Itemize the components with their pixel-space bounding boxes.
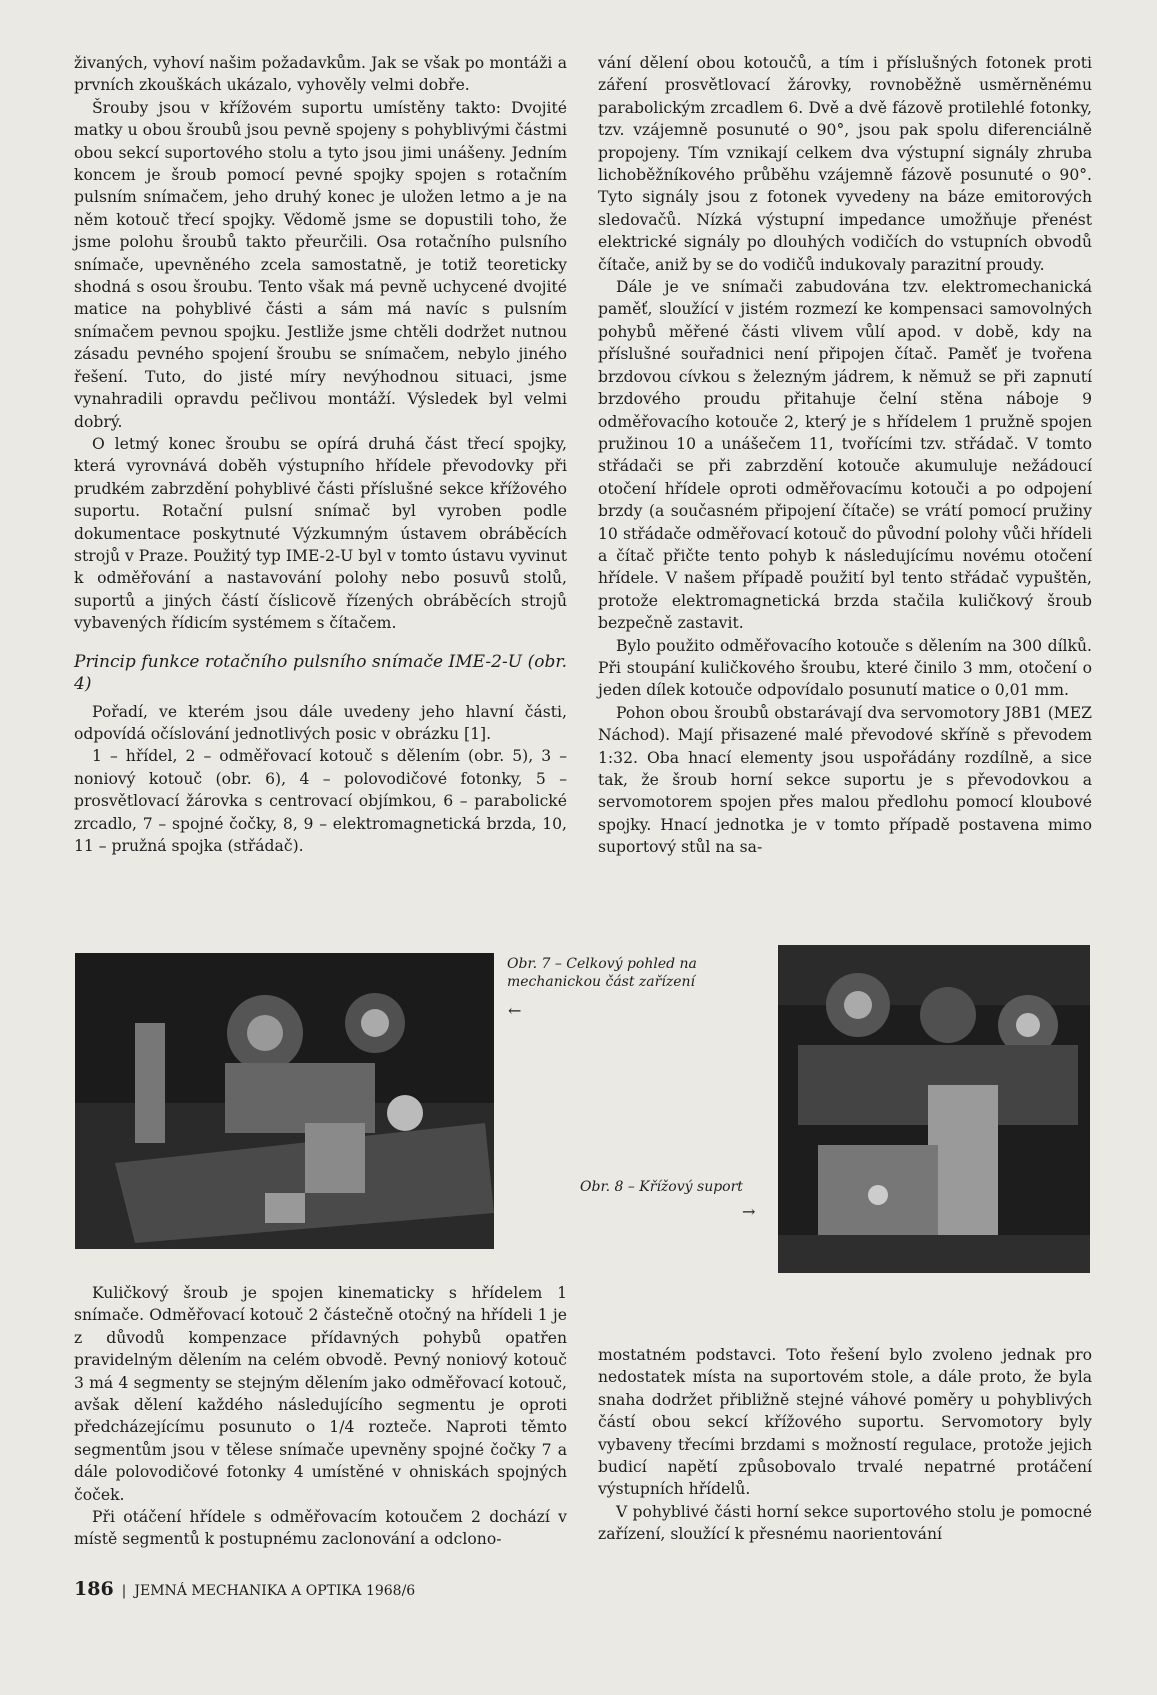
paragraph: Pohon obou šroubů obstarávají dva servomotory J8B1 (MEZ Náchod). Mají přisazené malé převodové skříně s převodem 1:32. Oba hnací elementy jsou uspořádány rozdílně, a sice tak, že šroub horní sekce suportu je s převodovkou a servomotorem spojen přes malou předlohu pomocí kloubové spojky. Hnací jednotka je v tomto případě postavena mimo suportový stůl na sa- bbox=[598, 703, 1092, 857]
paragraph: Šrouby jsou v křížovém suportu umístěny takto: Dvojité matky u obou šroubů jsou pevně spojeny s pohyblivými částmi obou sekcí suportového stolu a tyto jsou jimi unášeny. Jedním koncem je šroub pomocí pevné spojky spojen s rotačním pulsním snímačem, jeho druhý konec je uložen letmo a je na něm kotouč třecí spojky. Vědomě jsme se dopustili toho, že jsme polohu šroubů takto přeurčili. Osa rotačního pulsního snímače, upevněného zcela samostatně, je totiž teoreticky shodná s osou šroubu. Tento však má pevně uchycené dvojité matice na pohyblivé části a sám má navíc s pulsním snímačem pevnou spojku. Jestliže jsme chtěli dodržet nutnou zásadu pevného spojení šroubu se snímačem, nebylo jiného řešení. Tuto, do jisté míry nevýhodnou situaci, jsme vynahradili opravdu pečlivou montáží. Výsledek byl velmi dobrý. bbox=[74, 98, 567, 431]
left-column-bottom bbox=[74, 1282, 567, 1551]
paragraph: Dále je ve snímači zabudována tzv. elektromechanická paměť, sloužící v jistém rozmezí ke kompensaci samovolných pohybů měřené části vlivem vůlí apod. v době, kdy na příslušné souřadnici není připojen čítač. Paměť je tvořena brzdovou cívkou s železným jádrem, k němuž se při zapnutí brzdového proudu přitahuje čelní stěna náboje 9 odměřovacího kotouče 2, který je s hřídelem 1 pružně spojen pružinou 10 a unášečem 11, tvořícími tzv. střádač. V tomto střádači se při zabrzdění kotouče akumuluje nežádoucí otočení hřídele oproti odměřovacímu kotouči a po odpojení brzdy (a současném připojení čítače) se vrátí pomocí pružiny 10 střádače odměřovací kotouč do původní polohy vůči hřídeli a čítač přičte tento pohyb k následujícímu novému otočení hřídele. V našem případě použití byl tento střádač vypuštěn, protože elektromagnetická brzda stačila kuličkový šroub bezpečně zastavit. bbox=[598, 278, 1092, 633]
figure-7-caption: Obr. 7 – Celkový pohled na mechanickou část zařízení bbox=[507, 956, 697, 990]
photo-8-drawing bbox=[778, 945, 1090, 1273]
journal-name: JEMNÁ MECHANIKA A OPTIKA 1968/6 bbox=[134, 1583, 416, 1599]
paragraph: mostatném podstavci. Toto řešení bylo zvoleno jednak pro nedostatek místa na suportovém stole, a dále proto, že byla snaha dodržet přibližně stejné váhové poměry u pohyblivých částí obou sekcí křížového suportu. Servomotory byly vybaveny třecími brzdami s možností regulace, protože jejich budicí napětí způsobovalo trvalé nepatrné protáčení výstupních hřídelů. bbox=[598, 1346, 1092, 1499]
figure-8-caption: Obr. 8 – Křížový suport bbox=[580, 1179, 743, 1195]
paragraph: O letmý konec šroubu se opírá druhá část třecí spojky, která vyrovnává doběh výstupního hřídele převodovky při prudkém zabrzdění pohyblivé části příslušné sekce křížového suportu. Rotační pulsní snímač byl vyroben podle dokumentace poskytnuté Výzkumným ústavem obráběcích strojů v Praze. Použitý typ IME-2-U byl v tomto ústavu vyvinut k odměřování a nastavování polohy nebo posuvů stolů, suportů a jiných částí číslicově řízených obráběcích strojů vybavených řídicím systémem s čítačem. bbox=[74, 434, 567, 633]
paragraph: 1 – hřídel, 2 – odměřovací kotouč s dělením (obr. 5), 3 – noniový kotouč (obr. 6), 4 – polovodičové fotonky, 5 – prosvětlovací žárovka s centrovací objímkou, 6 – parabolické zrcadlo, 7 – spojné čočky, 8, 9 – elektromagnetická brzda, 10, 11 – pružná spojka (střádač). bbox=[74, 747, 567, 855]
paragraph: Pořadí, ve kterém jsou dále uvedeny jeho hlavní části, odpovídá očíslování jednotlivých posic v obrázku [1]. bbox=[74, 702, 567, 743]
page-number: 186 bbox=[74, 1578, 114, 1600]
photo-mechanical-assembly bbox=[75, 953, 494, 1249]
arrow-right-icon: → bbox=[742, 1202, 756, 1221]
right-column-top bbox=[598, 52, 1092, 859]
footer-separator: | bbox=[121, 1583, 127, 1599]
paragraph: V pohyblivé části horní sekce suportového stolu je pomocné zařízení, sloužící k přesnému naorientování bbox=[598, 1502, 1092, 1544]
photo-7-drawing bbox=[75, 953, 494, 1249]
paragraph: vání dělení obou kotoučů, a tím i příslušných fotonek proti záření prosvětlovací žárovky, rovnoběžně usměrněnému parabolickým zrcadlem 6. Dvě a dvě fázově protilehlé fotonky, tzv. vzájemně posunuté o 90°, jsou pak spolu diferenciálně propojeny. Tím vznikají celkem dva výstupní signály zhruba lichoběžníkového průběhu vzájemně fázově posunuté o 90°. Tyto signály jsou z fotonek vyvedeny na báze emitorových sledovačů. Nízká výstupní impedance umožňuje přenést elektrické signály po dlouhých vodičích do vstupních obvodů čítače, aniž by se do vodičů indukovaly parazitní proudy. bbox=[598, 54, 1092, 274]
paragraph: Při otáčení hřídele s odměřovacím kotoučem 2 dochází v místě segmentů k postupnému zaclonování a odclono- bbox=[74, 1508, 567, 1549]
right-column-bottom bbox=[598, 1344, 1092, 1546]
paragraph: Kuličkový šroub je spojen kinematicky s hřídelem 1 snímače. Odměřovací kotouč 2 částečně otočný na hřídeli 1 je z důvodů kompenzace přídavných pohybů opatřen pravidelným dělením na celém obvodě. Pevný noniový kotouč 3 má 4 segmenty se stejným dělením jako odměřovací kotouč, avšak dělení každého následujícího segmentu je oproti předcházejícímu posunuto o 1/4 rozteče. Naproti těmto segmentům jsou v tělese snímače upevněny spojné čočky 7 a dále polovodičové fotonky 4 umístěné v ohniskách spojných čoček. bbox=[74, 1284, 567, 1504]
section-heading: Princip funkce rotačního pulsního snímače IME-2-U (obr. 4) bbox=[74, 651, 567, 694]
paragraph: živaných, vyhoví našim požadavkům. Jak se však po montáži a prvních zkouškách ukázalo, vyhověly velmi dobře. bbox=[74, 54, 567, 95]
arrow-left-icon: ← bbox=[508, 1001, 522, 1020]
left-column-top bbox=[74, 52, 567, 857]
photo-cross-slide bbox=[778, 945, 1090, 1273]
paragraph: Bylo použito odměřovacího kotouče s dělením na 300 dílků. Při stoupání kuličkového šroubu, které činilo 3 mm, otočení o jeden dílek kotouče odpovídalo posunutí matice o 0,01 mm. bbox=[598, 636, 1092, 700]
page-footer bbox=[74, 1578, 415, 1600]
